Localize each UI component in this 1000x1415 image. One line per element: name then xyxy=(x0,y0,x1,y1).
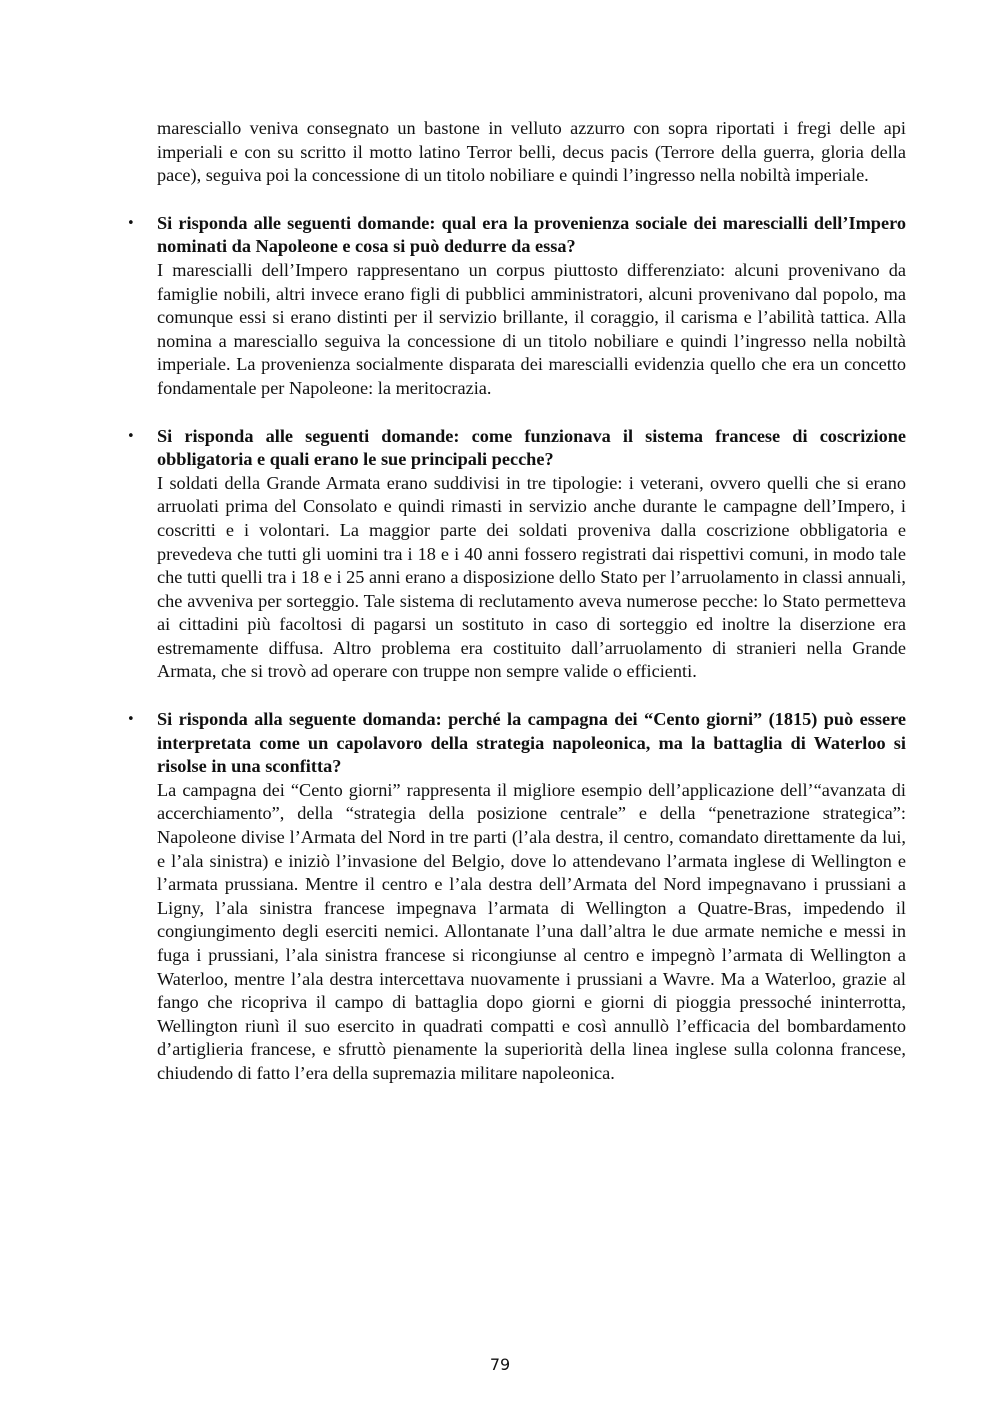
question-item xyxy=(127,708,906,1086)
question-text: Si risponda alle seguenti domande: qual era la provenienza sociale dei marescialli dell’Impero nominati da Napoleone e cosa si può dedurre da essa? xyxy=(157,212,906,257)
question-text: Si risponda alle seguenti domande: come funzionava il sistema francese di coscrizione obbligatoria e quali erano le sue principali pecche? xyxy=(157,425,906,470)
question-text: Si risponda alla seguente domanda: perché la campagna dei “Cento giorni” (1815) può essere interpretata come un capolavoro della strategia napoleonica, ma la battaglia di Waterloo si risolse in una sconfitta? xyxy=(157,709,906,777)
bullet-icon: • xyxy=(127,712,135,728)
bullet-icon: • xyxy=(127,215,135,231)
answer-text: I soldati della Grande Armata erano suddivisi in tre tipologie: i veterani, ovvero quelli che si erano arruolati prima del Consolato e quindi rimasti in servizio anche durante le campagne dell’Impero, i coscritti e i volontari. La maggior parte dei soldati proveniva dalla coscrizione obbligatoria e prevedeva che tutti gli uomini tra i 18 e i 40 anni fossero registrati dai rispettivi comuni, in modo tale che tutti quelli tra i 18 e i 25 anni erano a disposizione dello Stato per l’arruolamento in classi annuali, che avveniva per sorteggio. Tale sistema di reclutamento aveva numerose pecche: lo Stato permetteva ai cittadini più facoltosi di pagarsi un sostituto in caso di sorteggio ed inoltre la diserzione era estremamente diffusa. Altro problema era costituito dall’arruolamento di stranieri nella Grande Armata, che si trovò ad operare con truppe non sempre valide o efficienti. xyxy=(157,472,906,682)
question-item xyxy=(127,212,906,401)
question-item xyxy=(127,425,906,685)
bullet-icon: • xyxy=(127,428,135,444)
answer-text: La campagna dei “Cento giorni” rappresenta il migliore esempio dell’applicazione dell’“avanzata di accerchiamento”, della “strategia della posizione centrale” e della “penetrazione strategica”: Napoleone divise l’Armata del Nord in tre parti (l’ala destra, il centro, comandato direttamente da lui, e l’ala sinistra) e iniziò l’invasione del Belgio, dove lo attendevano l’armata inglese di Wellington e l’armata prussiana. Mentre il centro e l’ala destra dell’Armata del Nord impegnavano i prussiani a Ligny, l’ala sinistra francese impegnava l’armata di Wellington a Quatre-Bras, impedendo il congiungimento degli eserciti nemici. Allontanate l’una dall’altra le due armate nemiche e messi in fuga i prussiani, l’ala sinistra francese si ricongiunse al centro e impegnò l’armata di Wellington a Waterloo, mentre l’ala destra intercettava nuovamente i prussiani a Wavre. Ma a Waterloo, grazie al fango che ricopriva il campo di battaglia dopo giorni e giorni di pioggia pressoché ininterrotta, Wellington riunì il suo esercito in quadrati compatti e così annullò l’efficacia del bombardamento d’artiglieria francese, e sfruttò pienamente la superiorità della linea inglese sulla colonna francese, chiudendo di fatto l’era della supremazia militare napoleonica. xyxy=(157,779,906,1083)
page-content xyxy=(127,117,906,1110)
intro-paragraph: maresciallo veniva consegnato un bastone in velluto azzurro con sopra riportati i fregi delle api imperiali e con su scritto il motto latino Terror belli, decus pacis (Terrore della guerra, gloria della pace), seguiva poi la concessione di un titolo nobiliare e quindi l’ingresso nella nobiltà imperiale. xyxy=(157,118,906,186)
answer-text: I marescialli dell’Impero rappresentano un corpus piuttosto differenziato: alcuni provenivano da famiglie nobili, altri invece erano figli di pubblici amministratori, alcuni provenivano dal popolo, ma comunque essi si erano distinti per il servizio brillante, il coraggio, il carisma e l’abilità tattica. Alla nomina a maresciallo seguiva la concessione di un titolo nobiliare e quindi l’ingresso nella nobiltà imperiale. La provenienza socialmente disparata dei marescialli evidenzia quello che era un concetto fondamentale per Napoleone: la meritocrazia. xyxy=(157,259,906,398)
question-list xyxy=(127,212,906,1086)
page-number: 79 xyxy=(489,1355,511,1374)
